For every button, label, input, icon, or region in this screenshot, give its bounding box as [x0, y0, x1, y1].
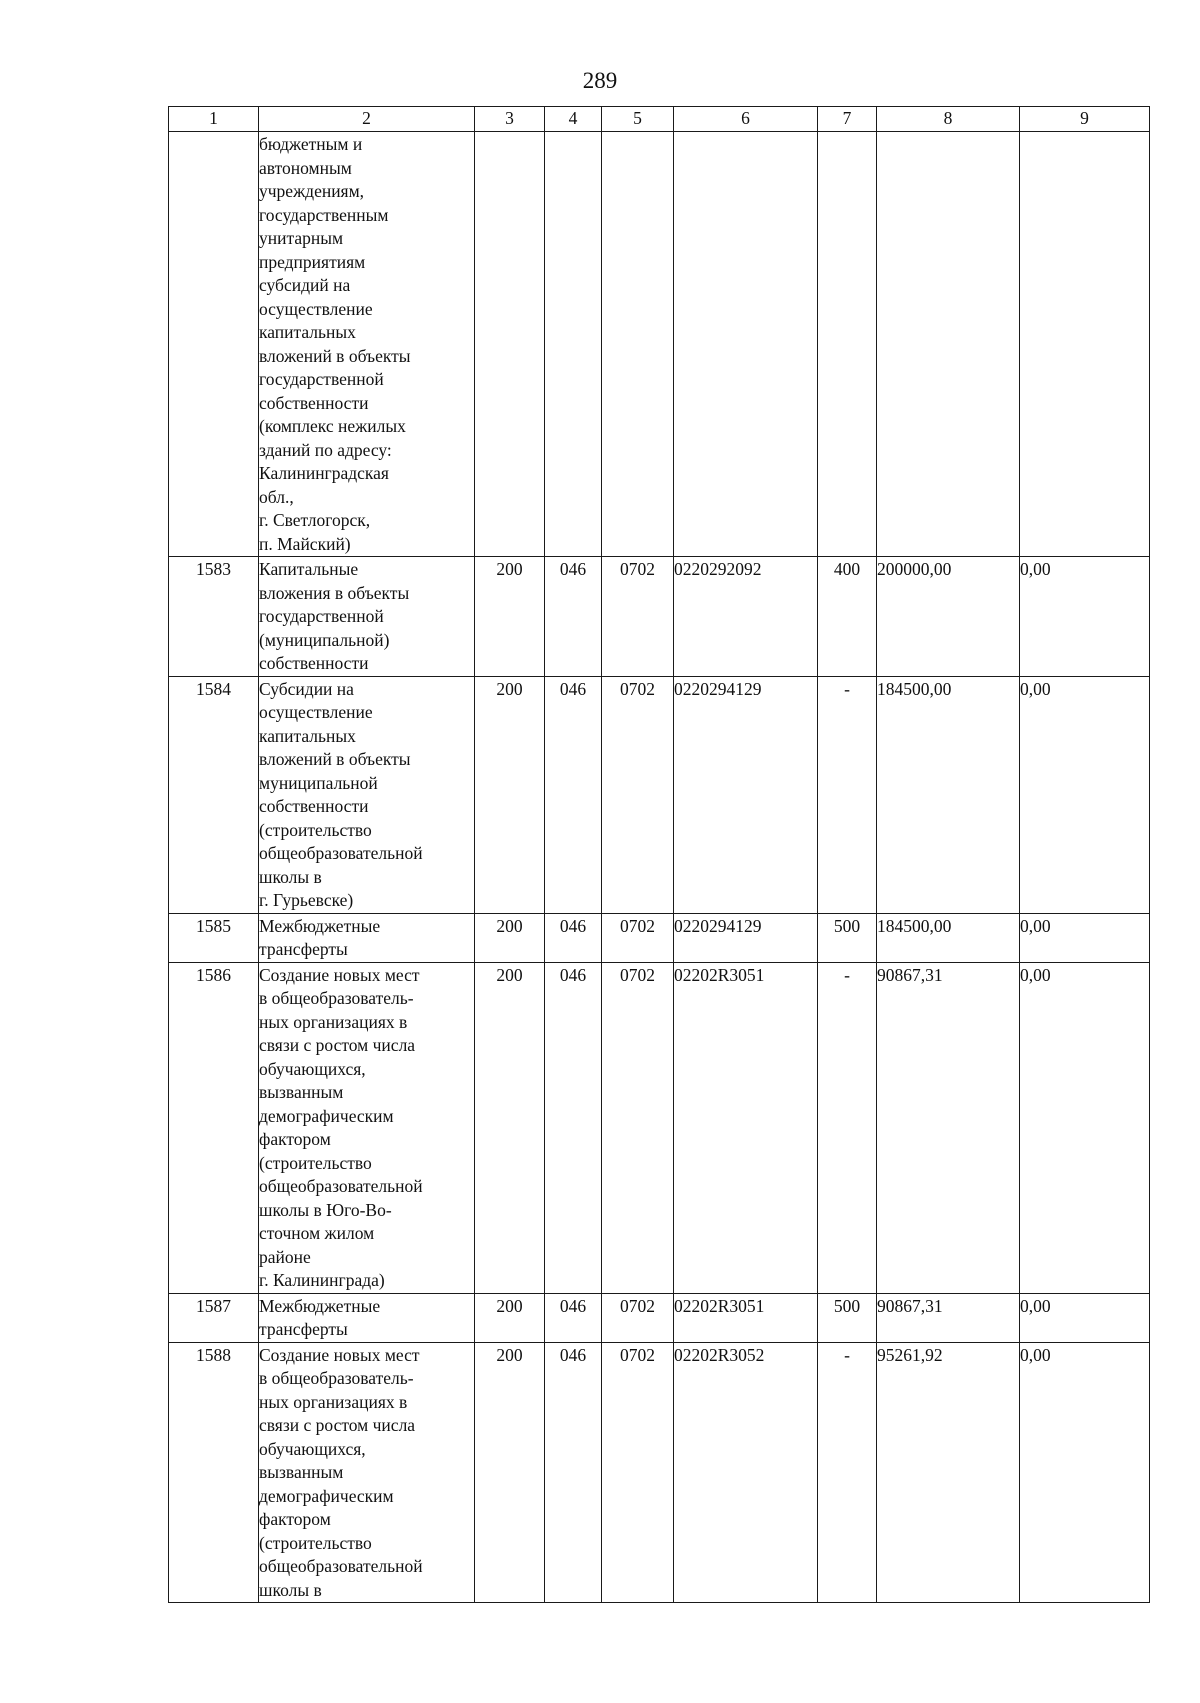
table-row: [169, 1293, 1150, 1342]
row-col-8: 200000,00: [877, 557, 1020, 677]
row-col-7: -: [818, 676, 877, 913]
row-col-4: 046: [545, 913, 602, 962]
row-description: Межбюджетные трансферты: [259, 1293, 475, 1342]
row-col-6: 0220294129: [674, 913, 818, 962]
row-col-9: 0,00: [1020, 557, 1150, 677]
row-col-6: 02202R3052: [674, 1342, 818, 1603]
row-col-6: 02202R3051: [674, 962, 818, 1293]
row-col-5: 0702: [602, 962, 674, 1293]
row-col-6: [674, 132, 818, 557]
row-col-5: 0702: [602, 913, 674, 962]
row-col-5: 0702: [602, 557, 674, 677]
row-col-7: -: [818, 1342, 877, 1603]
header-col-3: 3: [475, 107, 545, 132]
budget-table: [168, 106, 1150, 1603]
row-col-5: 0702: [602, 1293, 674, 1342]
row-col-3: [475, 132, 545, 557]
row-col-4: 046: [545, 962, 602, 1293]
row-col-7: -: [818, 962, 877, 1293]
row-col-4: 046: [545, 557, 602, 677]
header-col-2: 2: [259, 107, 475, 132]
header-row: [169, 107, 1150, 132]
row-description: бюджетным и автономным учреждениям, государственным унитарным предприятиям субсидий на осуществление капитальных вложений в объекты государственной собственности (комплекс нежилых зданий по адресу: Калининградская обл., г. Светлогорск, п. Майский): [259, 132, 475, 557]
row-col-7: 500: [818, 1293, 877, 1342]
header-col-5: 5: [602, 107, 674, 132]
row-col-9: [1020, 132, 1150, 557]
header-col-8: 8: [877, 107, 1020, 132]
row-col-3: 200: [475, 676, 545, 913]
row-col-9: 0,00: [1020, 1293, 1150, 1342]
row-col-3: 200: [475, 557, 545, 677]
row-col-9: 0,00: [1020, 913, 1150, 962]
row-col-6: 0220292092: [674, 557, 818, 677]
table-row: [169, 132, 1150, 557]
row-col-8: [877, 132, 1020, 557]
row-col-7: 400: [818, 557, 877, 677]
page-number: 289: [582, 68, 618, 93]
header-col-4: 4: [545, 107, 602, 132]
table-row: [169, 676, 1150, 913]
row-col-8: 95261,92: [877, 1342, 1020, 1603]
row-description: Капитальные вложения в объекты государственной (муниципальной) собственности: [259, 557, 475, 677]
row-col-3: 200: [475, 913, 545, 962]
table-row: [169, 1342, 1150, 1603]
row-col-4: 046: [545, 1342, 602, 1603]
row-col-3: 200: [475, 962, 545, 1293]
table-body: [169, 132, 1150, 1603]
table-row: [169, 962, 1150, 1293]
row-col-8: 90867,31: [877, 1293, 1020, 1342]
row-number: 1583: [169, 557, 259, 677]
row-col-7: 500: [818, 913, 877, 962]
row-col-4: [545, 132, 602, 557]
row-col-7: [818, 132, 877, 557]
row-col-8: 184500,00: [877, 913, 1020, 962]
row-number: [169, 132, 259, 557]
row-number: 1588: [169, 1342, 259, 1603]
table-header: [169, 107, 1150, 132]
row-col-6: 0220294129: [674, 676, 818, 913]
row-description: Создание новых мест в общеобразователь- ных организациях в связи с ростом числа обучающихся, вызванным демографическим фактором (строительство общеобразовательной школы в Юго-Во- сточном жилом районе г. Калининграда): [259, 962, 475, 1293]
row-col-3: 200: [475, 1293, 545, 1342]
row-col-8: 90867,31: [877, 962, 1020, 1293]
row-number: 1584: [169, 676, 259, 913]
row-col-8: 184500,00: [877, 676, 1020, 913]
row-col-5: 0702: [602, 1342, 674, 1603]
table-row: [169, 913, 1150, 962]
row-description: Создание новых мест в общеобразователь- ных организациях в связи с ростом числа обучающихся, вызванным демографическим фактором (строительство общеобразовательной школы в: [259, 1342, 475, 1603]
row-description: Субсидии на осуществление капитальных вложений в объекты муниципальной собственности (строительство общеобразовательной школы в г. Гурьевске): [259, 676, 475, 913]
row-col-9: 0,00: [1020, 676, 1150, 913]
row-col-5: 0702: [602, 676, 674, 913]
row-col-6: 02202R3051: [674, 1293, 818, 1342]
row-description: Межбюджетные трансферты: [259, 913, 475, 962]
row-number: 1586: [169, 962, 259, 1293]
row-col-9: 0,00: [1020, 962, 1150, 1293]
row-col-3: 200: [475, 1342, 545, 1603]
header-col-9: 9: [1020, 107, 1150, 132]
row-col-4: 046: [545, 1293, 602, 1342]
header-col-6: 6: [674, 107, 818, 132]
header-col-7: 7: [818, 107, 877, 132]
row-number: 1585: [169, 913, 259, 962]
header-col-1: 1: [169, 107, 259, 132]
row-col-5: [602, 132, 674, 557]
row-col-9: 0,00: [1020, 1342, 1150, 1603]
row-number: 1587: [169, 1293, 259, 1342]
row-col-4: 046: [545, 676, 602, 913]
table-row: [169, 557, 1150, 677]
